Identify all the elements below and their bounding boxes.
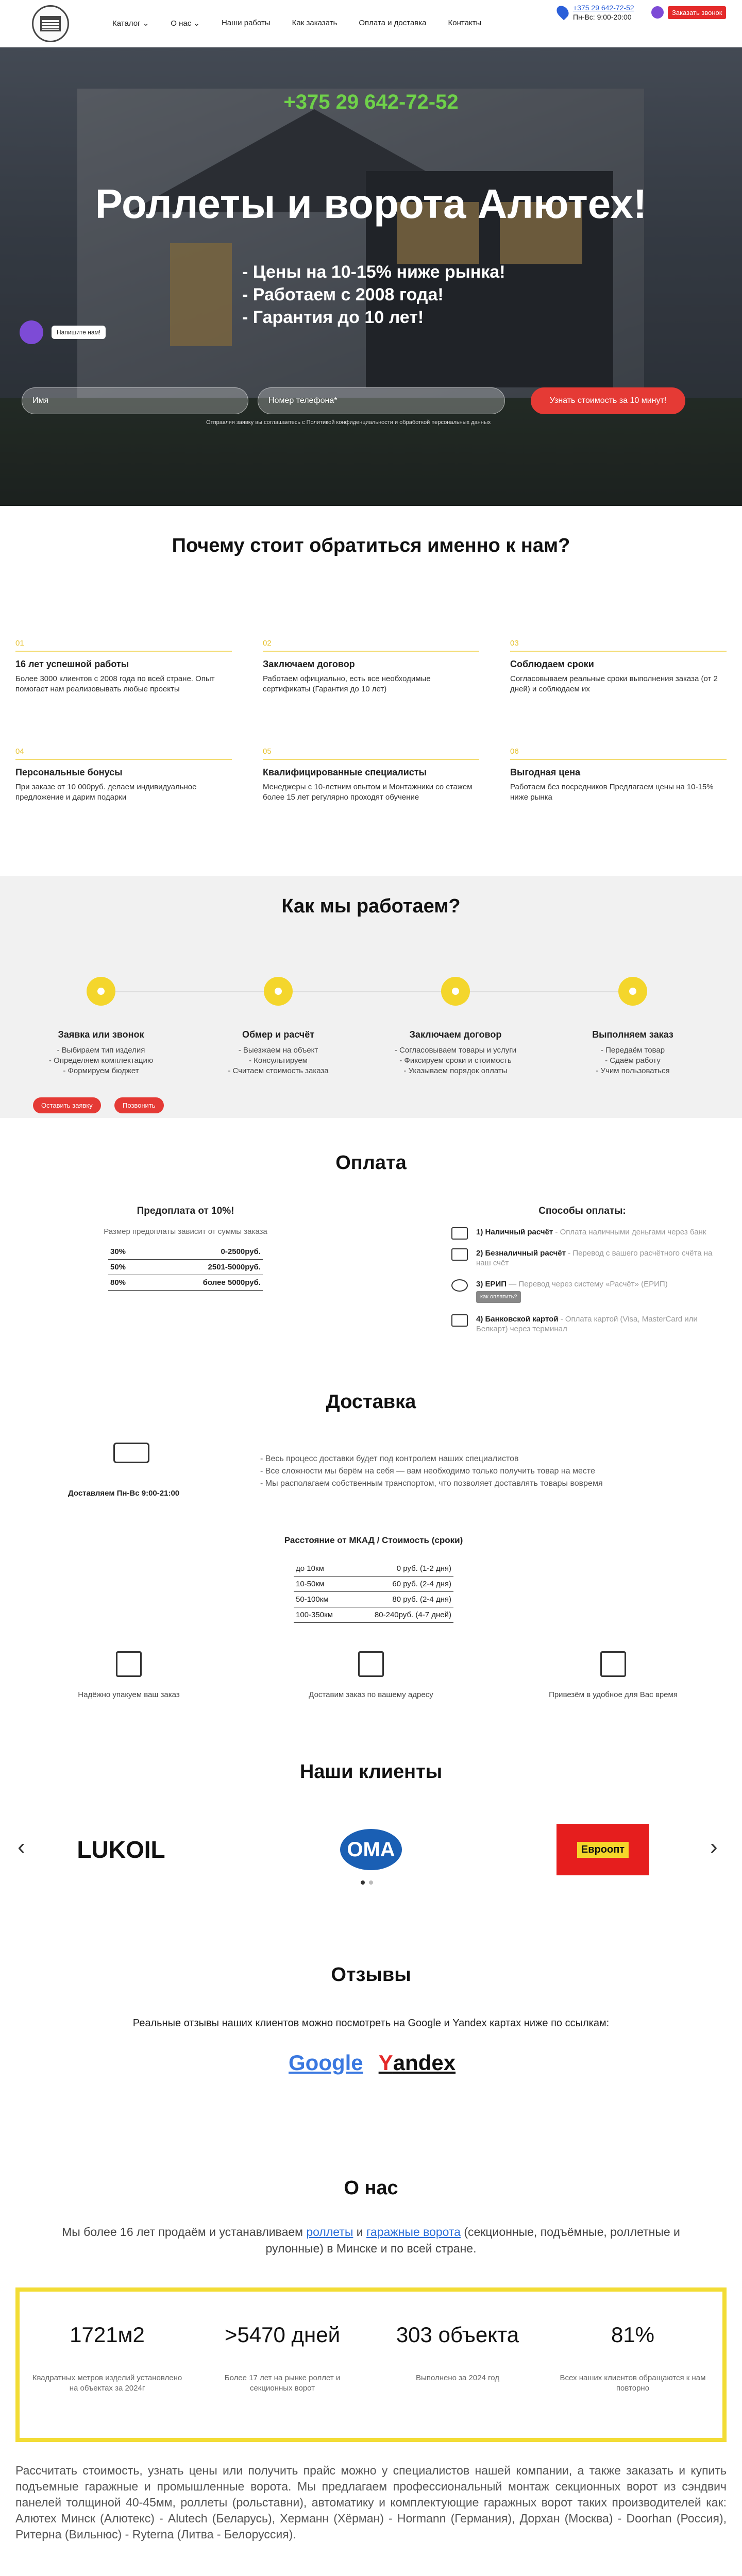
privacy-note: Отправляя заявку вы соглашаетесь с Политикой конфиденциальности и обработкой персональных данных bbox=[206, 419, 491, 426]
payment-method: 3) ЕРИП — Перевод через систему «Расчёт» (ЕРИП) как оплатить? bbox=[448, 1279, 716, 1303]
why-card: 05 Квалифицированные специалисты Менеджеры с 10-летним опытом и Монтажники со стажем более 15 лет регулярно проходят обучение bbox=[263, 747, 479, 803]
location-pin-icon bbox=[554, 4, 571, 21]
feature-time: Привезём в удобное для Вас время bbox=[526, 1651, 701, 1699]
truck-icon bbox=[113, 1443, 149, 1463]
stat: 81% Всех наших клиентов обращаются к нам повторно bbox=[560, 2323, 706, 2393]
how-section bbox=[0, 876, 742, 1118]
delivery-title: Доставка bbox=[326, 1391, 416, 1413]
about-title: О нас bbox=[344, 2177, 398, 2199]
stat: >5470 дней Более 17 лет на рынке роллет и секционных ворот bbox=[224, 2323, 341, 2393]
header-contacts bbox=[573, 3, 640, 22]
main-nav bbox=[112, 19, 481, 28]
bank-transfer-icon bbox=[451, 1248, 468, 1261]
yandex-reviews-link[interactable]: Yandex bbox=[378, 2050, 456, 2075]
payment-method: 2) Безналичный расчёт - Перевод с вашего расчётного счёта на наш счёт bbox=[448, 1248, 716, 1268]
clients-title: Наши клиенты bbox=[299, 1761, 443, 1783]
client-logo: OMA bbox=[325, 1824, 417, 1875]
step: Заявка или звонок - Выбираем тип изделия - Определяем комплектацию - Формируем бюджет bbox=[24, 977, 178, 1076]
get-price-button[interactable]: Узнать стоимость за 10 минут! bbox=[531, 387, 685, 414]
reviews-text: Реальные отзывы наших клиентов можно посмотреть на Google и Yandex картах ниже по ссылкам: bbox=[132, 2018, 610, 2029]
payment-method: 1) Наличный расчёт - Оплата наличными деньгами через банк bbox=[448, 1227, 716, 1237]
name-input[interactable]: Имя bbox=[22, 387, 248, 414]
logo[interactable] bbox=[32, 5, 69, 42]
review-links bbox=[289, 2050, 456, 2075]
hero-bullet: - Работаем с 2008 года! bbox=[242, 285, 444, 304]
stat: 303 объекта Выполнено за 2024 год bbox=[396, 2323, 519, 2382]
why-card: 04 Персональные бонусы При заказе от 10 000руб. делаем индивидуальное предложение и дарим подарки bbox=[15, 747, 232, 803]
step: Обмер и расчёт - Выезжаем на объект - Консультируем - Считаем стоимость заказа bbox=[201, 977, 356, 1076]
viber-icon[interactable] bbox=[651, 6, 664, 19]
cash-icon bbox=[451, 1227, 468, 1240]
payment-method: 4) Банковской картой - Оплата картой (Visa, MasterCard или Белкарт) через терминал bbox=[448, 1314, 716, 1334]
hero-bullet: - Гарантия до 10 лет! bbox=[242, 308, 424, 327]
payment-title: Оплата bbox=[335, 1152, 407, 1174]
hero-bullet: - Цены на 10-15% ниже рынка! bbox=[242, 262, 505, 282]
rollets-link[interactable]: роллеты bbox=[306, 2225, 353, 2239]
header-hours: Пн-Вс: 9:00-20:00 bbox=[573, 13, 632, 21]
nav-works[interactable]: Наши работы bbox=[221, 19, 271, 27]
prepayment-block: Предоплата от 10%! Размер предоплаты зависит от суммы заказа 30% 0-2500руб. 50% 2501-5000руб. 80% более 5000руб. bbox=[77, 1206, 294, 1291]
leave-request-button[interactable]: Оставить заявку bbox=[33, 1097, 101, 1113]
step: Заключаем договор - Согласовываем товары и услуги - Фиксируем сроки и стоимость - Указываем порядок оплаты bbox=[378, 977, 533, 1076]
nav-contacts[interactable]: Контакты bbox=[448, 19, 482, 27]
call-button[interactable]: Позвонить bbox=[114, 1097, 164, 1113]
delivery-list: - Весь процесс доставки будет под контролем наших специалистов - Все сложности мы берём на себя — вам необходимо только получить товар на месте - Мы располагаем собственным транспортом, что позволяет доставлять товары вовремя bbox=[260, 1454, 603, 1488]
why-card: 06 Выгодная цена Работаем без посредников Предлагаем цены на 10-15% ниже рынка bbox=[510, 747, 727, 803]
box-icon bbox=[116, 1651, 142, 1677]
hero-title: Роллеты и ворота Алютех! bbox=[95, 181, 647, 227]
hero-bullets bbox=[242, 261, 505, 329]
step: Выполняем заказ - Передаём товар - Сдаём работу - Учим пользоваться bbox=[555, 977, 710, 1076]
truck-icon bbox=[358, 1651, 384, 1677]
why-card: 01 16 лет успешной работы Более 3000 клиентов с 2008 года по всей стране. Опыт помогает нам реализовывать любые проекты bbox=[15, 639, 232, 694]
why-card: 03 Соблюдаем сроки Согласовываем реальные сроки выполнения заказа (от 2 дней) и соблюдаем их bbox=[510, 639, 727, 694]
prev-arrow-icon[interactable]: ‹ bbox=[18, 1834, 25, 1859]
feature-packaging: Надёжно упакуем ваш заказ bbox=[41, 1651, 216, 1699]
clients-carousel bbox=[0, 1814, 742, 1886]
header-phone-link[interactable]: +375 29 642-72-52 bbox=[573, 4, 634, 12]
hand-box-icon bbox=[600, 1651, 626, 1677]
nav-payment-delivery[interactable]: Оплата и доставка bbox=[359, 19, 427, 27]
how-title: Как мы работаем? bbox=[281, 895, 461, 917]
hero-phone[interactable]: +375 29 642-72-52 bbox=[283, 91, 459, 113]
chat-widget-icon[interactable] bbox=[20, 320, 43, 344]
prepayment-table: 30% 0-2500руб. 50% 2501-5000руб. 80% более 5000руб. bbox=[108, 1244, 263, 1291]
google-reviews-link[interactable]: Google bbox=[289, 2050, 363, 2075]
card-icon bbox=[451, 1314, 468, 1327]
hero-section bbox=[0, 47, 742, 506]
phone-input[interactable]: Номер телефона* bbox=[258, 387, 505, 414]
delivery-table: Расстояние от МКАД / Стоимость (сроки) до 10км 0 руб. (1-2 дня) 10-50км 60 руб. (2-4 дня) 50-100км 80 руб. (2-4 дня) 100-350км 80-240руб. (4-7 дней) bbox=[294, 1561, 453, 1623]
nav-how-to-order[interactable]: Как заказать bbox=[292, 19, 338, 27]
payment-methods: Способы оплаты: 1) Наличный расчёт - Оплата наличными деньгами через банк 2) Безналичный расчёт - Перевод с вашего расчётного счёта на наш счёт 3) ЕРИП — Перевод через систему «Расчёт» (ЕРИП) как оплатить? 4) Банковской картой - Оплата картой (Visa, MasterCard или Белкарт) через терминал bbox=[448, 1206, 716, 1345]
request-call-button[interactable]: Заказать звонок bbox=[668, 6, 726, 19]
garage-gates-link[interactable]: гаражные ворота bbox=[366, 2225, 461, 2239]
erip-icon bbox=[451, 1279, 468, 1292]
client-logo: LUKOIL bbox=[77, 1836, 165, 1863]
client-logo: Евроопт bbox=[556, 1824, 649, 1875]
feature-address: Доставим заказ по вашему адресу bbox=[283, 1651, 459, 1699]
why-title: Почему стоит обратиться именно к нам? bbox=[172, 535, 570, 556]
site-header bbox=[0, 0, 742, 47]
about-long-text: Рассчитать стоимость, узнать цены или получить прайс можно у специалистов нашей компании, а также заказать и купить подъемные гаражные и промышленные ворота. Мы предлагаем профессиональный монтаж секционных ворот из сэндвич панелей толщиной 40-45мм, роллеты (рольставни), автоматику и комплектующие гаражных ворот таких производителей как: Алютех Минск (Алютекс) - Alutech (Беларусь), Херманн (Хёрман) - Hormann (Германия), Дорхан (Москва) - Doorhan (Россия), Ритерна (Вильнюс) - Ryterna (Литва - Белоруссия). bbox=[15, 2464, 727, 2541]
carousel-dots[interactable] bbox=[361, 1880, 373, 1885]
stat: 1721м2 Квадратных метров изделий установлено на объектах за 2024г bbox=[32, 2323, 182, 2393]
reviews-title: Отзывы bbox=[331, 1964, 411, 1986]
nav-catalog[interactable]: Каталог ⌄ bbox=[112, 19, 149, 28]
why-card: 02 Заключаем договор Работаем официально, есть все необходимые сертификаты (Гарантия до 10 лет) bbox=[263, 639, 479, 694]
next-arrow-icon[interactable]: › bbox=[710, 1834, 718, 1859]
how-to-pay-badge[interactable]: как оплатить? bbox=[476, 1291, 521, 1303]
chat-bubble[interactable]: Напишите нам! bbox=[52, 326, 106, 339]
nav-about[interactable]: О нас ⌄ bbox=[171, 19, 200, 28]
delivery-hours: Доставляем Пн-Вс 9:00-21:00 bbox=[68, 1489, 180, 1498]
about-text: Мы более 16 лет продаём и устанавливаем роллеты и гаражные ворота (секционные, подъёмные, роллетные и рулонные) в Минске и по всей стране. bbox=[62, 2225, 680, 2255]
stats-box bbox=[15, 2287, 727, 2442]
